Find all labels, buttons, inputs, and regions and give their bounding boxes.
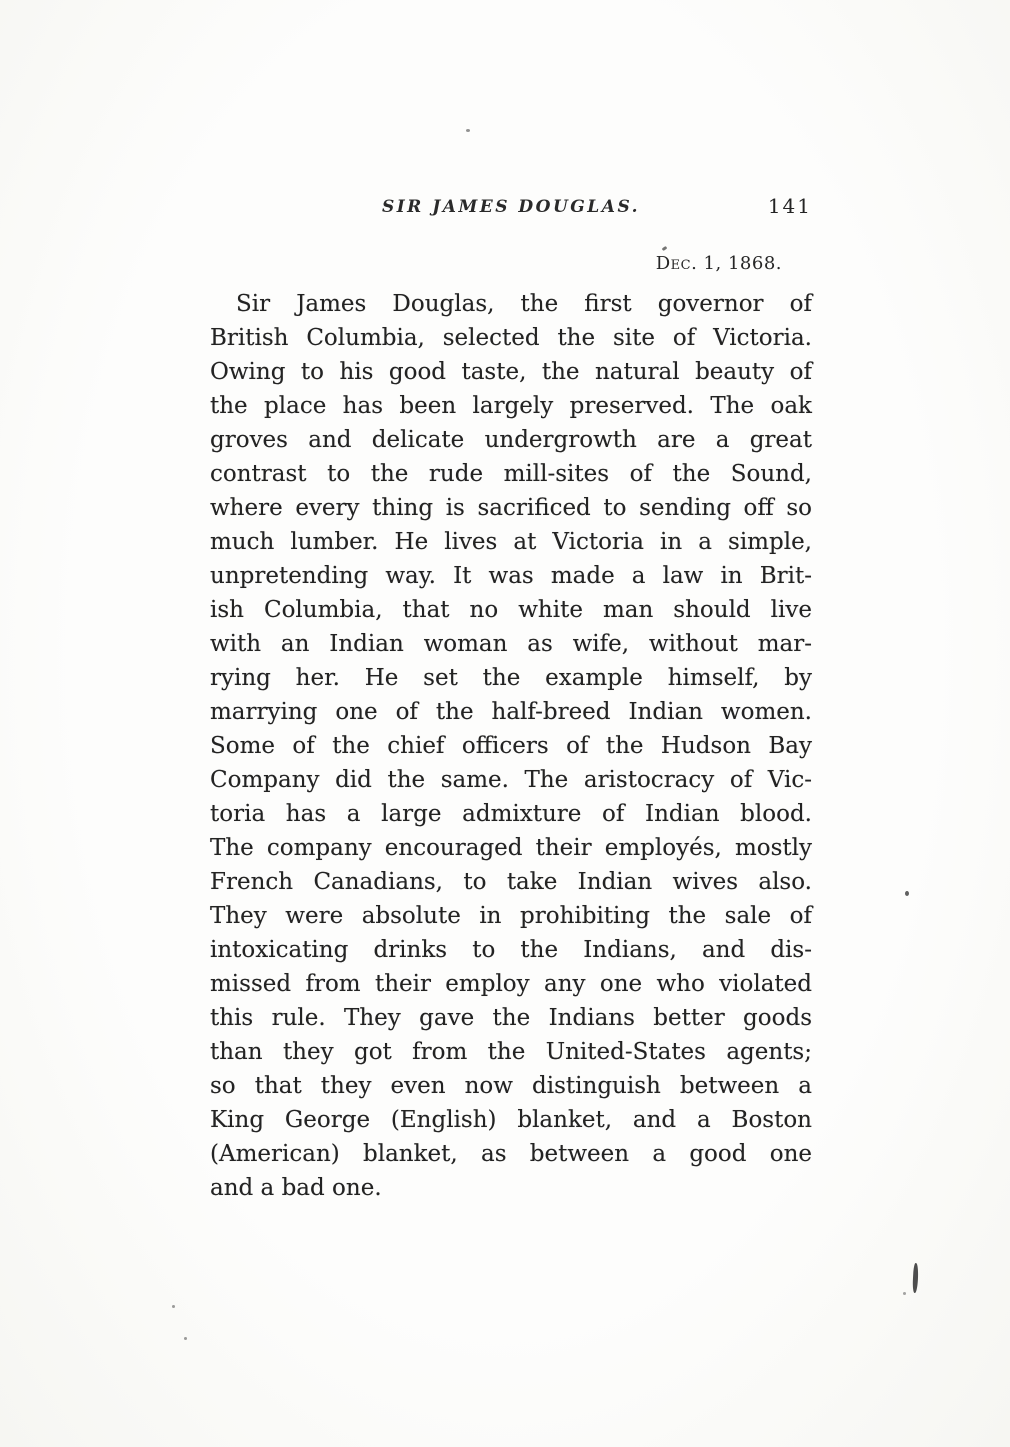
text-line: They were absolute in prohibiting the sale of: [210, 903, 812, 929]
text-line: where every thing is sacrificed to sending off so: [210, 495, 812, 521]
text-line: British Columbia, selected the site of Victoria.: [210, 325, 812, 351]
text-line: much lumber. He lives at Victoria in a simple,: [210, 529, 812, 555]
text-line: contrast to the rude mill-sites of the Sound,: [210, 461, 812, 487]
body-text: [210, 287, 812, 1205]
scan-artifact: [172, 1305, 175, 1308]
text-line: French Canadians, to take Indian wives also.: [210, 869, 812, 895]
scan-artifact: [184, 1337, 187, 1340]
text-line: ish Columbia, that no white man should live: [210, 597, 812, 623]
scan-artifact: [466, 129, 470, 132]
text-line: Some of the chief officers of the Hudson Bay: [210, 733, 812, 759]
text-line: the place has been largely preserved. The oak: [210, 393, 812, 419]
running-title: SIR JAMES DOUGLAS.: [381, 197, 641, 217]
text-line: intoxicating drinks to the Indians, and dis-: [210, 937, 812, 963]
dateline: Dec. 1, 1868.: [655, 253, 782, 274]
text-line: King George (English) blanket, and a Boston: [210, 1107, 812, 1133]
scan-artifact: [905, 891, 909, 896]
text-line: missed from their employ any one who violated: [210, 971, 812, 997]
text-line: this rule. They gave the Indians better goods: [210, 1005, 812, 1031]
text-line: rying her. He set the example himself, by: [210, 665, 812, 691]
text-line: with an Indian woman as wife, without mar-: [210, 631, 812, 657]
text-line: than they got from the United-States agents;: [210, 1039, 812, 1065]
text-line: and a bad one.: [210, 1175, 382, 1201]
text-line: (American) blanket, as between a good one: [210, 1141, 812, 1167]
text-line: The company encouraged their employés, mostly: [210, 835, 812, 861]
scan-artifact: [903, 1292, 906, 1295]
text-line: Owing to his good taste, the natural beauty of: [210, 359, 812, 385]
text-line: unpretending way. It was made a law in Brit-: [210, 563, 812, 589]
text-line: marrying one of the half-breed Indian women.: [210, 699, 812, 725]
text-line: Company did the same. The aristocracy of Vic-: [210, 767, 812, 793]
page-header: [210, 194, 812, 225]
text-line: so that they even now distinguish between a: [210, 1073, 812, 1099]
text-line: Sir James Douglas, the first governor of: [236, 291, 812, 317]
text-line: groves and delicate undergrowth are a great: [210, 427, 812, 453]
page-number: 141: [767, 194, 812, 218]
scan-artifact: [662, 246, 668, 251]
text-line: toria has a large admixture of Indian blood.: [210, 801, 812, 827]
scan-artifact: [912, 1263, 919, 1293]
